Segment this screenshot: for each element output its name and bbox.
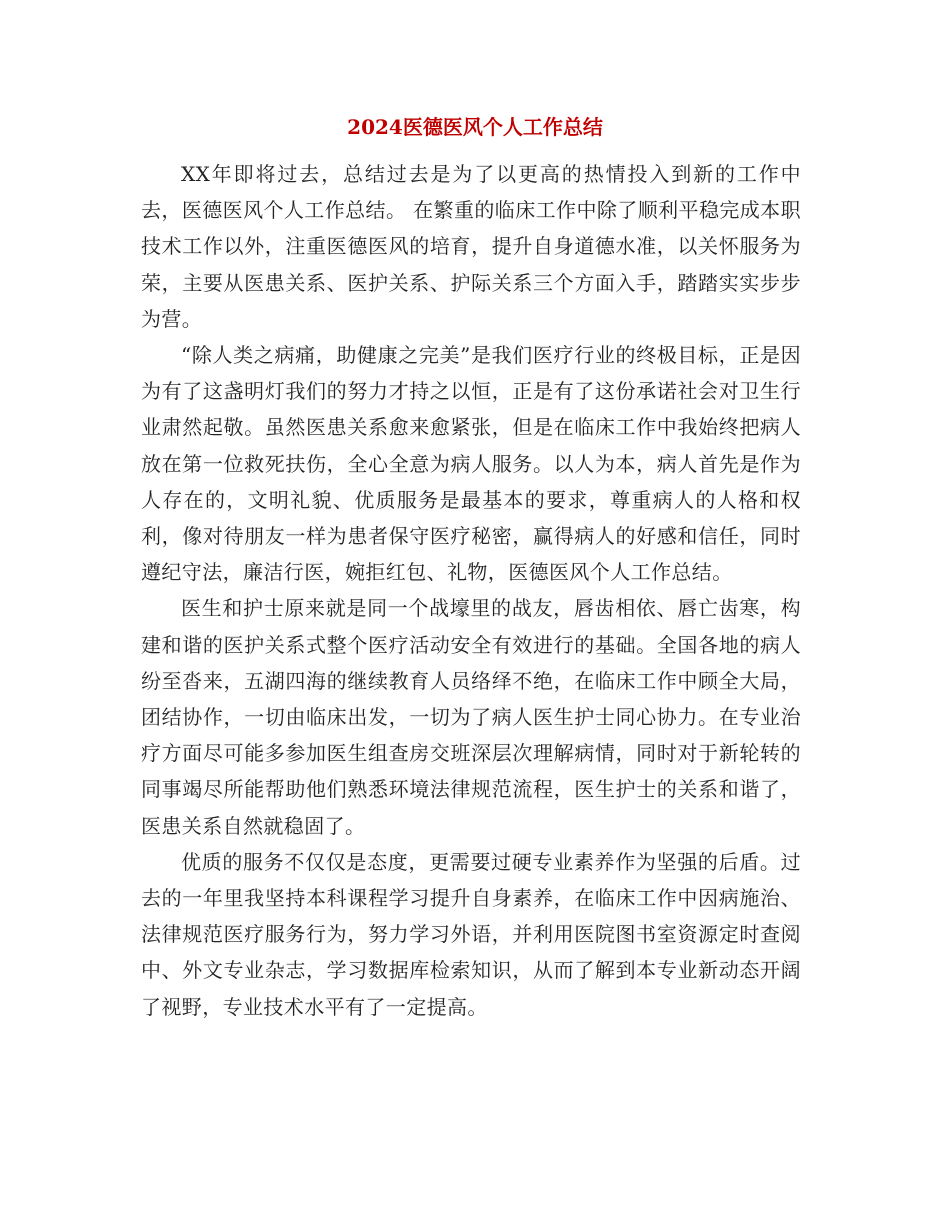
- paragraph-doctor-patient: “除人类之病痛，助健康之完美”是我们医疗行业的终极目标，正是因为有了这盏明灯我们的努力才持之以恒，正是有了这份承诺社会对卫生行业肃然起敬。虽然医患关系愈来愈紧张，但是在临床工作中我始终把病人放在第一位救死扶伤，全心全意为病人服务。以人为本，病人首先是作为人存在的，文明礼貌、优质服务是最基本的要求，尊重病人的人格和权利，像对待朋友一样为患者保守医疗秘密，赢得病人的好感和信任，同时遵纪守法，廉洁行医，婉拒红包、礼物，医德医风个人工作总结。: [141, 343, 801, 585]
- paragraph-professional-skills: 优质的服务不仅仅是态度，更需要过硬专业素养作为坚强的后盾。过去的一年里我坚持本科课程学习提升自身素养，在临床工作中因病施治、法律规范医疗服务行为，努力学习外语，并利用医院图书室资源定时查阅中、外文专业杂志，学习数据库检索知识，从而了解到本专业新动态开阔了视野，专业技术水平有了一定提高。: [141, 849, 801, 1019]
- paragraph-doctor-nurse: 医生和护士原来就是同一个战壕里的战友，唇齿相依、唇亡齿寒，构建和谐的医护关系式整个医疗活动安全有效进行的基础。全国各地的病人纷至沓来，五湖四海的继续教育人员络绎不绝，在临床工作中顾全大局，团结协作，一切由临床出发，一切为了病人医生护士同心协力。在专业治疗方面尽可能多参加医生组查房交班深层次理解病情，同时对于新轮转的同事竭尽所能帮助他们熟悉环境法律规范流程，医生护士的关系和谐了，医患关系自然就稳固了。: [141, 596, 801, 838]
- paragraph-intro: XX年即将过去，总结过去是为了以更高的热情投入到新的工作中去，医德医风个人工作总结。 在繁重的临床工作中除了顺利平稳完成本职技术工作以外，注重医德医风的培育，提升自身道德水准，以关怀服务为荣，主要从医患关系、医护关系、护际关系三个方面入手，踏踏实实步步为营。: [141, 162, 801, 331]
- document-body: [141, 156, 801, 1025]
- document-title: 2024医德医风个人工作总结: [347, 115, 603, 139]
